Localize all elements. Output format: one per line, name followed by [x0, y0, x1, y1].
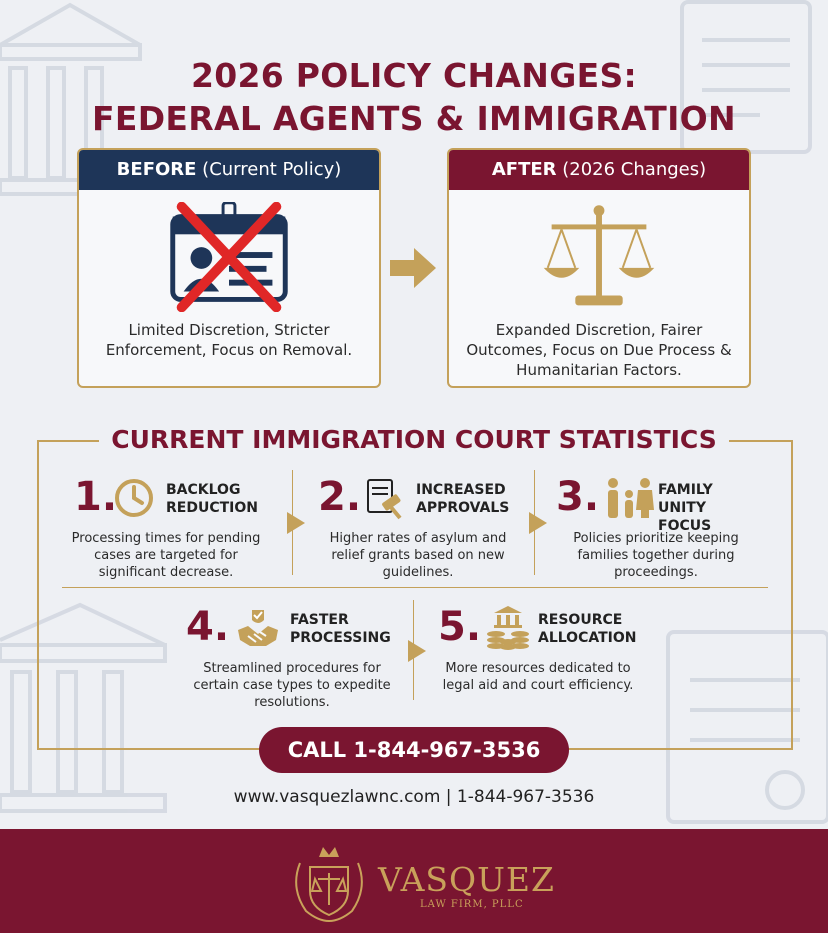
stat-item: [438, 604, 658, 704]
logo-subtitle: LAW FIRM, PLLC: [420, 899, 524, 910]
stat-item: [318, 474, 526, 580]
statistics-title-text: CURRENT IMMIGRATION COURT STATISTICS: [99, 424, 729, 456]
before-label-rest: (Current Policy): [196, 159, 342, 180]
after-label-bold: AFTER: [491, 159, 557, 180]
after-text: Expanded Discretion, Fairer Outcomes, Focus on Due Process & Humanitarian Factors.: [466, 321, 732, 379]
contact-line[interactable]: www.vasquezlawnc.com | 1-844-967-3536: [233, 787, 595, 807]
stat-description: Higher rates of asylum and relief grants based on new guidelines.: [329, 531, 507, 580]
stat-description: Policies prioritize keeping families together during proceedings.: [573, 531, 739, 580]
logo-wordmark: VASQUEZ: [378, 860, 555, 899]
stat-description: More resources dedicated to legal aid and court efficiency.: [442, 661, 634, 693]
before-label-bold: BEFORE: [116, 159, 197, 180]
stat-number: 5.: [438, 604, 482, 650]
stat-heading: FASTER PROCESSING: [290, 612, 391, 646]
before-card: [77, 148, 381, 388]
statistics-title: [0, 424, 828, 456]
stat-description: Streamlined procedures for certain case types to expedite resolutions.: [193, 661, 391, 710]
stat-item: [186, 604, 406, 710]
title-line-2: FEDERAL AGENTS & IMMIGRATION: [92, 99, 736, 138]
divider: [62, 587, 768, 588]
after-header: [449, 150, 749, 190]
family-icon: [604, 476, 654, 520]
stat-description: Processing times for pending cases are targeted for significant decrease.: [71, 531, 261, 580]
stat-item: [71, 474, 282, 580]
stat-number: 1.: [74, 474, 118, 520]
chevron-right-icon: [287, 512, 305, 534]
stat-number: 4.: [186, 604, 230, 650]
call-button[interactable]: CALL 1-844-967-3536: [259, 727, 569, 773]
after-card: [447, 148, 751, 388]
stat-number: 2.: [318, 474, 362, 520]
stat-heading: BACKLOG REDUCTION: [166, 482, 258, 516]
chevron-right-icon: [529, 512, 547, 534]
title-line-1: 2026 POLICY CHANGES:: [190, 56, 638, 95]
clock-icon: [112, 476, 156, 520]
stat-item: [556, 474, 764, 580]
stat-heading: RESOURCE ALLOCATION: [538, 612, 637, 646]
gavel-document-icon: [362, 476, 406, 520]
before-header: [79, 150, 379, 190]
after-label-rest: (2026 Changes): [556, 159, 707, 180]
arrow-right-icon: [390, 248, 436, 288]
crossed-id-badge-icon: [79, 202, 379, 312]
coins-icon: [486, 606, 530, 650]
before-text: Limited Discretion, Stricter Enforcement, Focus on Removal.: [105, 321, 353, 359]
handshake-icon: [236, 606, 280, 650]
stat-heading: INCREASED APPROVALS: [416, 482, 510, 516]
page-title: [0, 54, 828, 140]
law-firm-crest-icon: [288, 843, 370, 923]
stat-heading: FAMILY UNITY FOCUS: [658, 482, 713, 534]
chevron-right-icon: [408, 640, 426, 662]
scales-of-justice-icon: [449, 202, 749, 312]
stat-number: 3.: [556, 474, 600, 520]
